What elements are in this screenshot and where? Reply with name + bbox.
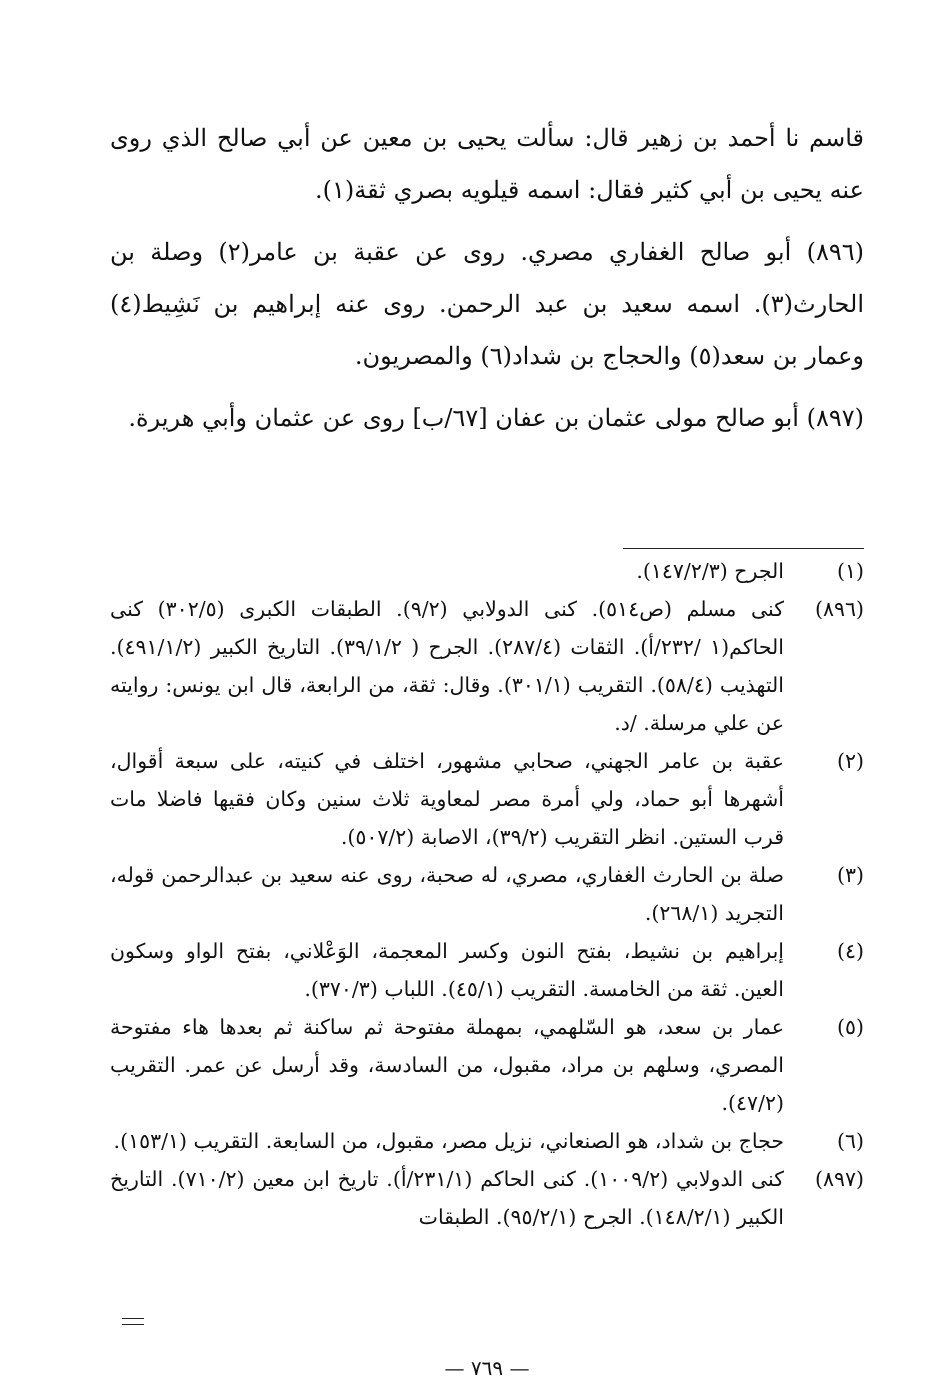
footnote-number: (٢) bbox=[836, 749, 864, 773]
footnote-number: (٨٩٧) bbox=[814, 1167, 864, 1191]
page-body bbox=[110, 112, 864, 1380]
footnote-separator bbox=[623, 548, 864, 549]
footnote-number: (٨٩٦) bbox=[814, 597, 864, 621]
footnote-number: (٤) bbox=[836, 939, 864, 963]
footnote-6 bbox=[110, 1122, 864, 1160]
footnote-896 bbox=[110, 590, 864, 742]
footnote-5 bbox=[110, 1008, 864, 1122]
footnote-2 bbox=[110, 742, 864, 856]
footnote-3 bbox=[110, 856, 864, 932]
footnote-text: عمار بن سعد، هو السّلهمي، بمهملة مفتوحة ثم ساكنة ثم بعدها هاء مفتوحة المصري، وسلهم بن مراد، مقبول، من السادسة، وقد أرسل عن عمر. التقريب (٤٧/٢). bbox=[110, 1015, 784, 1115]
footnote-number: (١) bbox=[836, 559, 864, 583]
entry-897: (٨٩٧) أبو صالح مولى عثمان بن عفان [٦٧/ب] روى عن عثمان وأبي هريرة. bbox=[128, 404, 864, 432]
footnotes bbox=[110, 552, 864, 1236]
footnote-text: كنى الدولابي (١٠٠٩/٢). كنى الحاكم (٢٣١/١/أ). تاريخ ابن معين (٧١٠/٢). التاريخ الكبير (١٤٨/٢/١). الجرح (٩٥/٢/١). الطبقات bbox=[110, 1167, 784, 1229]
footnote-text: عقبة بن عامر الجهني، صحابي مشهور، اختلف في كنيته، على سبعة أقوال، أشهرها أبو حماد، ولي أمرة مصر لمعاوية ثلاث سنين وكان فقيها فاضلا مات قرب الستين. انظر التقريب (٣٩/٢)، الاصابة (٥٠٧/٢). bbox=[110, 749, 784, 849]
footnote-number: (٥) bbox=[836, 1015, 864, 1039]
entry-896: (٨٩٦) أبو صالح الغفاري مصري. روى عن عقبة بن عامر(٢) وصلة بن الحارث(٣). اسمه سعيد بن عبد الرحمن. روى عنه إبراهيم بن نَشِيط(٤) وعمار بن سعد(٥) والحجاج بن شداد(٦) والمصريون. bbox=[110, 238, 864, 370]
footnote-897 bbox=[110, 1160, 864, 1236]
footnote-text: صلة بن الحارث الغفاري، مصري، له صحبة، روى عنه سعيد بن عبدالرحمن قوله، التجريد (٢٦٨/١). bbox=[110, 863, 784, 925]
footnote-1 bbox=[110, 552, 864, 590]
footnote-number: (٦) bbox=[836, 1129, 864, 1153]
footnote-text: كنى مسلم (ص٥١٤). كنى الدولابي (٩/٢). الطبقات الكبرى (٣٠٢/٥) كنى الحاكم(١ /٢٣٢/أ). الثقات (٢٨٧/٤). الجرح ( ٣٩/١/٢). التاريخ الكبير (٤٩١/١/٢). التهذيب (٥٨/٤). التقريب (٣٠١/١). وقال: ثقة، من الرابعة، قال ابن يونس: روايته عن علي مرسلة. /د. bbox=[110, 597, 784, 735]
footnote-text: الجرح (١٤٧/٢/٣). bbox=[636, 559, 784, 583]
footnote-text: حجاج بن شداد، هو الصنعاني، نزيل مصر، مقبول، من السابعة. التقريب (١٥٣/١). bbox=[113, 1129, 784, 1153]
footnote-text: إبراهيم بن نشيط، بفتح النون وكسر المعجمة، الوَعْلاني، بفتح الواو وسكون العين. ثقة من الخامسة. التقريب (٤٥/١). اللباب (٣٧٠/٣). bbox=[110, 939, 784, 1001]
main-paragraph-1: قاسم نا أحمد بن زهير قال: سألت يحيى بن معين عن أبي صالح الذي روى عنه يحيى بن أبي كثير فقال: اسمه قيلويه بصري ثقة(١). bbox=[110, 124, 864, 204]
footnote-number: (٣) bbox=[836, 863, 864, 887]
page-number: — ٧٦٩ — bbox=[444, 1356, 530, 1380]
footnote-4 bbox=[110, 932, 864, 1008]
continuation-mark bbox=[122, 1318, 144, 1325]
